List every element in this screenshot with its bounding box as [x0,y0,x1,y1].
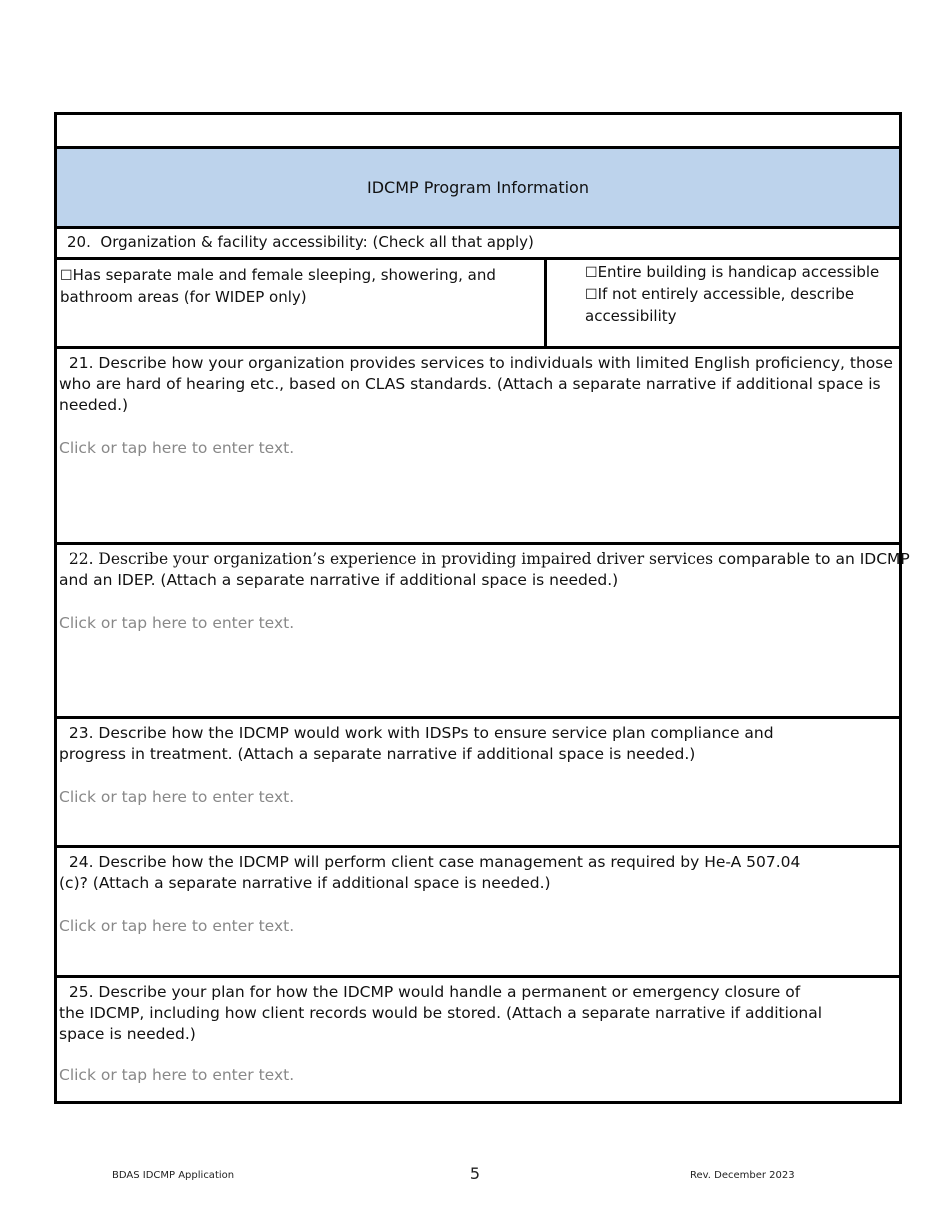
question-24-row [57,845,899,975]
question-21-text [57,349,899,416]
footer-revision: Rev. December 2023 [690,1170,795,1181]
question-24-text [57,848,899,894]
question-25-text [57,978,899,1045]
question-22-text [57,545,910,591]
question-line [59,549,910,570]
question-line: who are hard of hearing etc., based on CLAS standards. (Attach a separate narrative if additional space is [59,375,881,393]
section-title: IDCMP Program Information [367,178,589,197]
section-header [57,146,899,226]
checkbox-label: If not entirely accessible, describe [597,285,855,303]
application-form-table [54,112,910,1104]
question-21-row [57,346,899,542]
checkbox-icon[interactable]: ☐ [585,265,598,281]
question-line: needed.) [59,396,129,414]
question-line: 21. Describe how your organization provides services to individuals with limited English proficiency, those [59,354,893,372]
checkbox-icon[interactable]: ☐ [585,287,598,303]
footer-page-number: 5 [469,1164,481,1183]
question-24-input[interactable]: Click or tap here to enter text. [59,917,295,935]
question-22-input[interactable]: Click or tap here to enter text. [59,614,295,632]
checkbox-handicap-accessible[interactable] [585,262,899,284]
question-line: the IDCMP, including how client records would be stored. (Attach a separate narrative if additional [59,1004,823,1022]
checkbox-label: accessibility [585,307,677,325]
question-line: space is needed.) [59,1025,196,1043]
question-line-rest: comparable to an IDCMP [713,550,910,568]
question-line-serif: 22. Describe your organization’s experience in providing impaired driver services [59,550,714,568]
question-23-text [57,719,899,765]
question-23-input[interactable]: Click or tap here to enter text. [59,788,295,806]
checkbox-icon[interactable]: ☐ [60,268,73,284]
checkbox-not-entirely-accessible[interactable] [585,284,899,306]
checkbox-separate-areas[interactable] [60,265,544,287]
checkbox-label-continued [60,287,544,308]
question-20-label: 20. Organization & facility accessibility: (Check all that apply) [67,233,534,251]
checkbox-label: Has separate male and female sleeping, showering, and [72,266,496,284]
checkbox-label: Entire building is handicap accessible [597,263,880,281]
footer-document-name: BDAS IDCMP Application [112,1170,235,1181]
question-25-input[interactable]: Click or tap here to enter text. [59,1066,295,1084]
question-line: and an IDEP. (Attach a separate narrative if additional space is needed.) [59,571,619,589]
question-20-row [57,226,899,257]
accessibility-options-row [57,257,899,346]
checkbox-label: bathroom areas (for WIDEP only) [60,288,307,306]
question-22-row [57,542,910,716]
empty-top-row [57,115,899,146]
options-right-cell [550,260,899,346]
question-21-input[interactable]: Click or tap here to enter text. [59,439,295,457]
question-25-row [57,975,899,1104]
checkbox-label-continued [585,306,899,327]
question-line: progress in treatment. (Attach a separate narrative if additional space is needed.) [59,745,696,763]
options-left-cell [57,260,547,346]
question-line: 23. Describe how the IDCMP would work with IDSPs to ensure service plan compliance and [59,724,774,742]
question-line: 25. Describe your plan for how the IDCMP would handle a permanent or emergency closure of [59,983,801,1001]
question-line: 24. Describe how the IDCMP will perform client case management as required by He-A 507.04 [59,853,801,871]
question-line: (c)? (Attach a separate narrative if additional space is needed.) [59,874,551,892]
question-23-row [57,716,899,845]
